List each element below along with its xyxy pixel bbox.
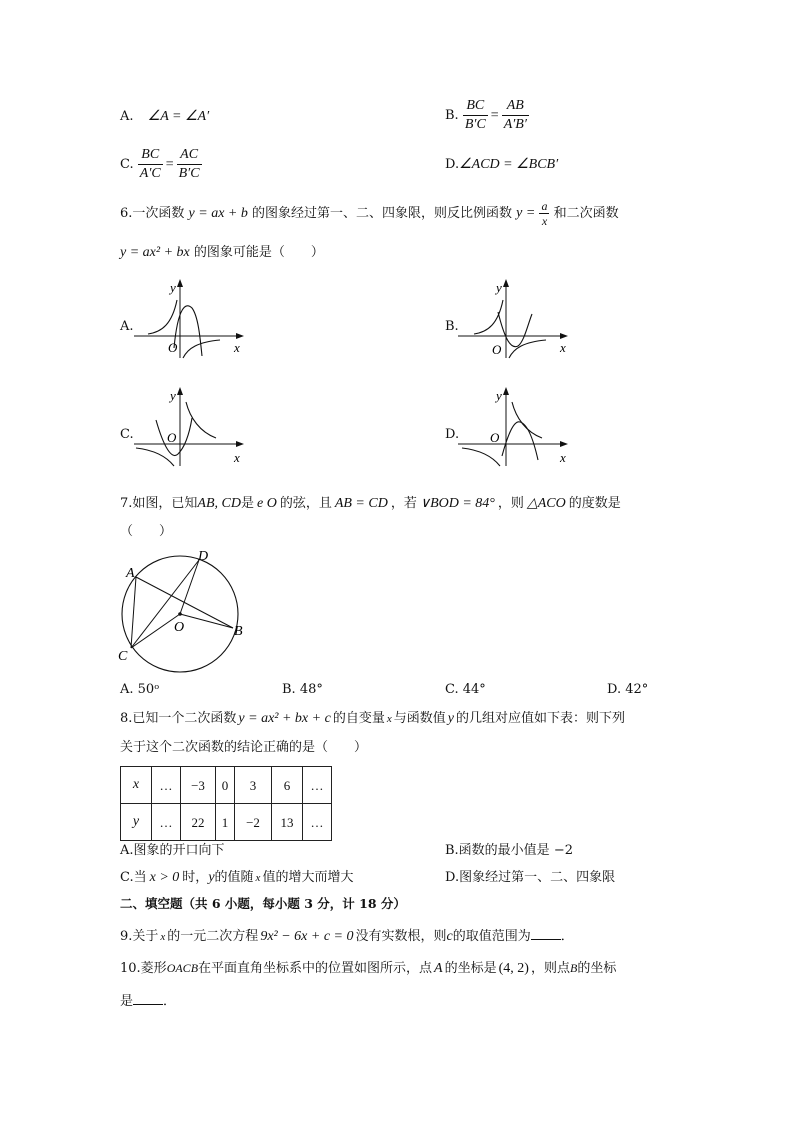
option-expression: ∠A = ∠A′ (147, 109, 210, 124)
q5-option-c[interactable]: C. $\frac{BC}{A'C}$ = $\frac{AC}{B'C}$ (120, 147, 200, 181)
hyperbola-branch (509, 340, 546, 358)
axis-x-label: x (234, 340, 240, 355)
fraction: $\frac{AB}{A'B'}$ (503, 98, 527, 132)
segment-od (180, 560, 199, 614)
q6-graph-b[interactable] (456, 276, 576, 360)
answer-blank[interactable] (133, 992, 163, 1005)
segment-ob (180, 614, 233, 628)
segment-ac (131, 577, 136, 648)
q8-option-d[interactable]: D.图象经过第一、二、四象限 (445, 870, 616, 885)
table-cell: 6 (272, 767, 303, 804)
hyperbola-branch (186, 402, 216, 438)
label-d: D (198, 549, 209, 564)
hyperbola-branch (474, 300, 503, 334)
q6-stem-line2: y = ax² + bx 的图象可能是（ ） (120, 245, 324, 260)
q8-stem-line1: 8.已知一个二次函数 y = ax² + bx + c 的自变量 x 与函数值 y 的几组对应值如下表：则下列 (120, 711, 625, 726)
q5-option-b[interactable]: B. $\frac{BC}{B'C}$ = $\frac{AB}{A'B'}$ (445, 98, 527, 132)
q7-option-c[interactable]: C. 44° (445, 682, 486, 697)
hyperbola-branch (512, 402, 542, 438)
table-row (121, 804, 332, 841)
fraction: $\frac{AC}{B'C}$ (178, 147, 200, 181)
parabola (174, 306, 202, 356)
chord-cd (131, 560, 199, 648)
q5-option-d[interactable] (445, 158, 558, 172)
label-o: O (174, 620, 185, 635)
origin-label: O (492, 342, 502, 357)
label-c: C (118, 649, 128, 664)
fraction: $\frac{BC}{B'C}$ (464, 98, 486, 132)
q6-graph-c[interactable] (130, 384, 250, 468)
parabola (502, 422, 538, 460)
table-cell: 1 (216, 804, 235, 841)
table-cell: −3 (181, 767, 216, 804)
origin-label: O (490, 430, 500, 445)
hyperbola-branch (462, 448, 500, 466)
q6-option-c-label[interactable]: C. (120, 427, 134, 442)
center-point (178, 612, 182, 616)
q7-circle-figure (114, 546, 256, 674)
table-cell: … (303, 767, 332, 804)
q6-option-d-label[interactable]: D. (445, 427, 460, 442)
hyperbola-branch (148, 300, 177, 334)
q8-option-a[interactable]: A.图象的开口向下 (120, 843, 225, 858)
table-cell: 13 (272, 804, 303, 841)
table-cell: y (121, 804, 152, 841)
q7-stem: 7.如图，已知AB, CD是 e O 的弦，且 AB = CD ，若 ∨BOD = 84° ，则 △ACO 的度数是 (120, 496, 621, 511)
axis-y-label: y (496, 280, 502, 295)
origin-label: O (168, 340, 178, 355)
table-cell: … (152, 804, 181, 841)
table-cell: 22 (181, 804, 216, 841)
table-row (121, 767, 332, 804)
fraction: $\frac{a}{x}$ (541, 199, 548, 228)
origin-label: O (167, 430, 177, 445)
q8-option-b[interactable]: B.函数的最小值是 −2 (445, 843, 573, 858)
q8-stem-line2: 关于这个二次函数的结论正确的是（ ） (120, 740, 368, 755)
q5-option-a[interactable] (120, 110, 209, 124)
label-a: A (126, 566, 135, 581)
axis-x-label: x (560, 340, 566, 355)
q7-answer-paren: （ ） (120, 524, 173, 539)
fraction: $\frac{BC}{A'C}$ (139, 147, 161, 181)
q6-option-b-label[interactable]: B. (445, 319, 459, 334)
axis-y-label: y (170, 388, 176, 403)
segment-co (131, 614, 180, 648)
q9-stem: 9.关于 x 的一元二次方程 9x² − 6x + c = 0 没有实数根，则c的取值范围为 ． (120, 929, 574, 944)
q10-stem-line2: 是 ． (120, 994, 177, 1009)
answer-blank[interactable] (531, 927, 561, 940)
table-cell: −2 (235, 804, 272, 841)
table-cell: 3 (235, 767, 272, 804)
option-label: D. (445, 157, 460, 172)
option-label: C. (120, 157, 134, 172)
q6-option-a-label[interactable]: A. (120, 319, 134, 334)
q7-option-d[interactable]: D. 42° (607, 682, 649, 697)
table-cell: … (303, 804, 332, 841)
axis-y-label: y (170, 280, 176, 295)
option-expression: ∠ACD = ∠BCB′ (459, 157, 559, 172)
q7-option-a[interactable]: A. 50ᵒ (120, 682, 160, 697)
table-cell: x (121, 767, 152, 804)
q10-stem-line1: 10.菱形OACB在平面直角坐标系中的位置如图所示，点 A 的坐标是 (4, 2) ，则点B的坐标 (120, 961, 617, 976)
q7-option-b[interactable]: B. 48° (282, 682, 323, 697)
table-cell: … (152, 767, 181, 804)
table-cell: 0 (216, 767, 235, 804)
q8-option-c[interactable]: C.当 x > 0 时，y的值随 x 值的增大而增大 (120, 870, 354, 885)
q6-graph-d[interactable] (456, 384, 576, 468)
axis-y-label: y (496, 388, 502, 403)
label-b: B (234, 624, 243, 639)
q6-graph-a[interactable] (130, 276, 250, 360)
option-label: B. (445, 108, 459, 123)
axis-x-label: x (234, 450, 240, 465)
q8-value-table (120, 766, 332, 841)
parabola (498, 312, 532, 347)
option-label: A. (120, 109, 134, 124)
section-heading: 二、填空题（共 6 小题，每小题 3 分，计 18 分） (120, 896, 406, 911)
axis-x-label: x (560, 450, 566, 465)
q6-stem-line1: 6.一次函数 y = ax + b 的图象经过第一、二、四象限，则反比例函数 y = $\frac{a}{x}$ 和二次函数 (120, 199, 619, 228)
